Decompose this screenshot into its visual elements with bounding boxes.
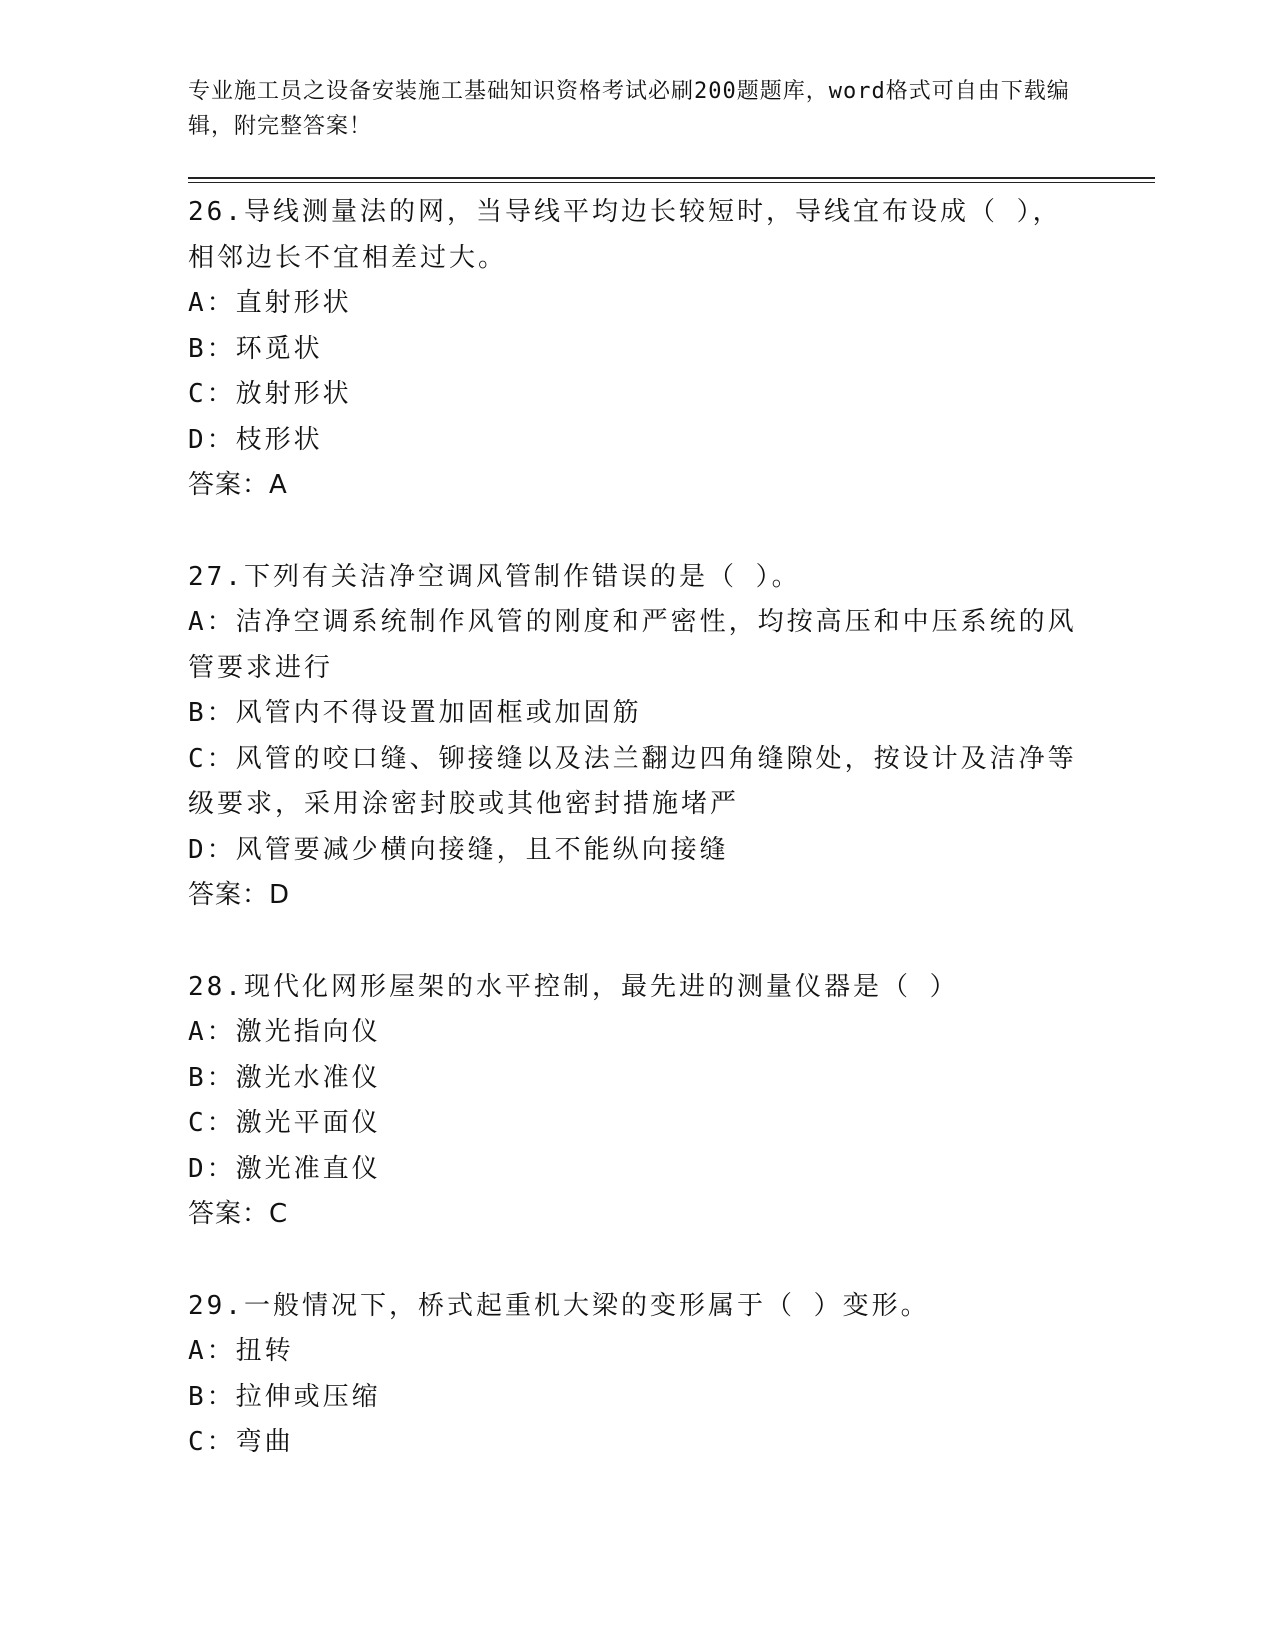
option-d: D：风管要减少横向接缝，且不能纵向接缝: [188, 834, 729, 865]
document-header: 专业施工员之设备安装施工基础知识资格考试必刷200题题库，word格式可自由下载编辑，附完整答案！: [188, 79, 1070, 139]
option-b: B：环觅状: [188, 333, 323, 364]
option-b: B：风管内不得设置加固框或加固筋: [188, 698, 642, 728]
question-text: 29.一般情况下，桥式起重机大梁的变形属于（ ）变形。: [188, 1290, 930, 1321]
question-spacer: [188, 1238, 1088, 1284]
header-rule-thick: [188, 177, 1155, 179]
option-c: C：放射形状: [188, 379, 352, 409]
option-b: B：激光水准仪: [188, 1062, 381, 1093]
question-text: 26.导线测量法的网，当导线平均边长较短时，导线宜布设成（ ），相邻边长不宜相差过大。: [188, 197, 1062, 273]
option-c: C：激光平面仪: [188, 1108, 381, 1138]
option-d: D：激光准直仪: [188, 1153, 381, 1184]
answer: 答案：C: [188, 1199, 289, 1229]
question-29: [188, 1284, 1088, 1466]
question-text: 28.现代化网形屋架的水平控制，最先进的测量仪器是（ ）: [188, 971, 959, 1002]
option-d: D：枝形状: [188, 424, 323, 455]
question-28: [188, 965, 1088, 1238]
option-a: A：激光指向仪: [188, 1017, 381, 1047]
question-spacer: [188, 509, 1088, 555]
question-text: 27.下列有关洁净空调风管制作错误的是（ ）。: [188, 561, 801, 592]
question-spacer: [188, 919, 1088, 965]
question-list: [188, 190, 1088, 1466]
option-a: A：洁净空调系统制作风管的刚度和严密性，均按高压和中压系统的风管要求进行: [188, 607, 1077, 683]
option-a: A：直射形状: [188, 288, 352, 318]
question-26: [188, 190, 1088, 509]
option-c: C：弯曲: [188, 1427, 294, 1457]
question-27: [188, 555, 1088, 919]
answer: 答案：A: [188, 470, 288, 500]
option-b: B：拉伸或压缩: [188, 1381, 381, 1412]
option-c: C：风管的咬口缝、铆接缝以及法兰翻边四角缝隙处，按设计及洁净等级要求，采用涂密封胶或其他密封措施堵严: [188, 743, 1077, 819]
option-a: A：扭转: [188, 1336, 294, 1366]
answer: 答案：D: [188, 880, 291, 910]
header-rule-thin: [188, 182, 1155, 183]
